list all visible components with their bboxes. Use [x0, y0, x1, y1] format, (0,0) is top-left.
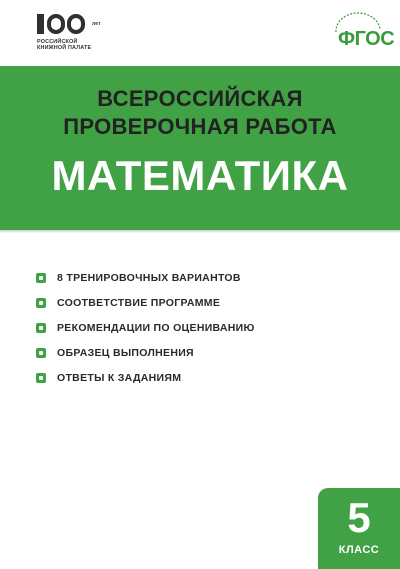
list-item: СООТВЕТСТВИЕ ПРОГРАММЕ — [36, 290, 356, 315]
publisher-logo — [37, 14, 127, 54]
list-item: 8 ТРЕНИРОВОЧНЫХ ВАРИАНТОВ — [36, 265, 356, 290]
title-band — [0, 66, 400, 230]
list-item: РЕКОМЕНДАЦИИ ПО ОЦЕНИВАНИЮ — [36, 315, 356, 340]
feature-list — [36, 265, 356, 390]
logo-line1: РОССИЙСКОЙ — [37, 39, 78, 45]
logo-suffix: лет — [92, 21, 101, 27]
bullet-icon — [36, 348, 46, 358]
list-item: ОБРАЗЕЦ ВЫПОЛНЕНИЯ — [36, 340, 356, 365]
bullet-icon — [36, 298, 46, 308]
subject-title: МАТЕМАТИКА — [51, 152, 349, 199]
list-item: ОТВЕТЫ К ЗАДАНИЯМ — [36, 365, 356, 390]
fgos-text: ФГОС — [338, 28, 395, 50]
grade-label: КЛАСС — [338, 544, 380, 556]
band-shadow — [0, 230, 400, 233]
bullet-icon — [36, 323, 46, 333]
logo-line2: КНИЖНОЙ ПАЛАТЕ — [37, 45, 92, 51]
bullet-icon — [36, 373, 46, 383]
grade-box — [318, 488, 400, 569]
bullet-icon — [36, 273, 46, 283]
logo-100-digits — [37, 14, 87, 36]
title-line1: ВСЕРОССИЙСКАЯ — [97, 86, 303, 111]
title-line2: ПРОВЕРОЧНАЯ РАБОТА — [63, 114, 337, 139]
grade-number: 5 — [347, 494, 371, 541]
fgos-logo — [330, 12, 395, 52]
